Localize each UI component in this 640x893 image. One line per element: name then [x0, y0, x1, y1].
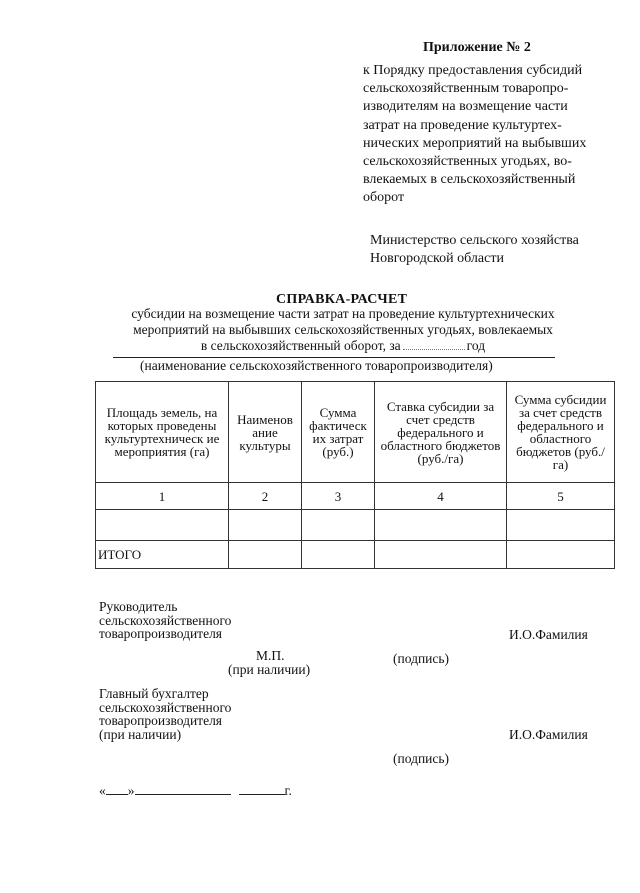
head-signature-block [99, 600, 231, 641]
accountant-title-line: товаропроизводителя [99, 713, 223, 728]
table-cell[interactable] [507, 510, 615, 541]
subtitle-line: субсидии на возмещение части затрат на проведение культуртехнических [131, 306, 555, 321]
document-subtitle [88, 306, 598, 354]
appendix-description [363, 62, 623, 208]
appendix-line: влекаемых в сельскохозяйственный [363, 172, 576, 188]
appendix-title: Приложение № 2 [423, 40, 531, 55]
column-number: 3 [302, 483, 375, 510]
appendix-line: оборот [363, 190, 405, 206]
column-header: Ставка субсидии за счет средств федерального и областного бюджетов (руб./га) [375, 382, 507, 483]
document-title: СПРАВКА-РАСЧЕТ [276, 292, 408, 307]
subtitle-text: год [466, 338, 486, 353]
stamp-note: (при наличии) [228, 662, 311, 677]
month-blank-field[interactable] [135, 783, 231, 795]
table-row [96, 510, 615, 541]
appendix-line: к Порядку предоставления субсидий [363, 63, 583, 78]
column-number: 4 [375, 483, 507, 510]
accountant-title-line: Главный бухгалтер [99, 686, 209, 701]
accountant-signature-block [99, 687, 231, 741]
column-number: 2 [229, 483, 302, 510]
addressee-line: Министерство сельского хозяйства [370, 233, 579, 248]
addressee-line: Новгородской области [370, 251, 504, 266]
head-title-line: Руководитель [99, 599, 178, 614]
head-title-line: сельскохозяйственного [99, 612, 232, 628]
column-number: 1 [96, 483, 229, 510]
column-header: Сумма субсидии за счет средств федерального и областного бюджетов (руб./га) [507, 382, 615, 483]
producer-name-caption: (наименование сельскохозяйственного товаропроизводителя) [140, 358, 493, 373]
table-cell[interactable] [507, 541, 615, 569]
signature-caption: (подпись) [393, 651, 450, 666]
table-cell[interactable] [375, 541, 507, 569]
table-header-row [96, 382, 615, 483]
head-name: И.О.Фамилия [509, 627, 588, 642]
table-cell[interactable] [96, 510, 229, 541]
calculation-table [95, 381, 615, 569]
stamp-label: М.П. [256, 648, 285, 663]
head-title-line: товаропроизводителя [99, 626, 223, 641]
table-cell[interactable] [302, 510, 375, 541]
year-suffix: г. [284, 783, 292, 798]
column-header: Наименов ание культуры [229, 382, 302, 483]
date-line [99, 783, 292, 799]
date-open-quote: « [99, 783, 106, 798]
year-blank-field[interactable] [239, 783, 285, 795]
subtitle-line [88, 337, 598, 354]
accountant-title-line: сельскохозяйственного [99, 699, 232, 715]
appendix-line: сельскохозяйственных угодьях, во- [363, 154, 572, 170]
appendix-line: изводителям на возмещение части [363, 99, 568, 115]
appendix-line: сельскохозяйственным товаропро- [363, 81, 569, 97]
accountant-signature-caption: (подпись) [393, 751, 450, 766]
addressee-block [370, 232, 579, 268]
table-cell[interactable] [375, 510, 507, 541]
year-blank-field[interactable] [403, 337, 465, 350]
day-blank-field[interactable] [106, 783, 128, 795]
total-row [96, 541, 615, 569]
column-header: Сумма фактическ их затрат (руб.) [302, 382, 375, 483]
subtitle-line: мероприятий на выбывших сельскохозяйственных угодьях, вовлекаемых [133, 321, 553, 337]
appendix-line: нических мероприятий на выбывших [363, 135, 587, 151]
total-label: ИТОГО [96, 541, 229, 569]
column-header: Площадь земель, на которых проведены культуртехническ ие мероприятия (га) [96, 382, 229, 483]
column-number: 5 [507, 483, 615, 510]
table-cell[interactable] [229, 541, 302, 569]
appendix-line: затрат на проведение культуртех- [363, 117, 562, 133]
accountant-name: И.О.Фамилия [509, 727, 588, 742]
date-close-quote: » [127, 783, 135, 798]
accountant-title-line: (при наличии) [99, 726, 182, 742]
subtitle-text: в сельскохозяйственный оборот, за [200, 338, 401, 353]
table-cell[interactable] [302, 541, 375, 569]
column-number-row [96, 483, 615, 510]
table-cell[interactable] [229, 510, 302, 541]
